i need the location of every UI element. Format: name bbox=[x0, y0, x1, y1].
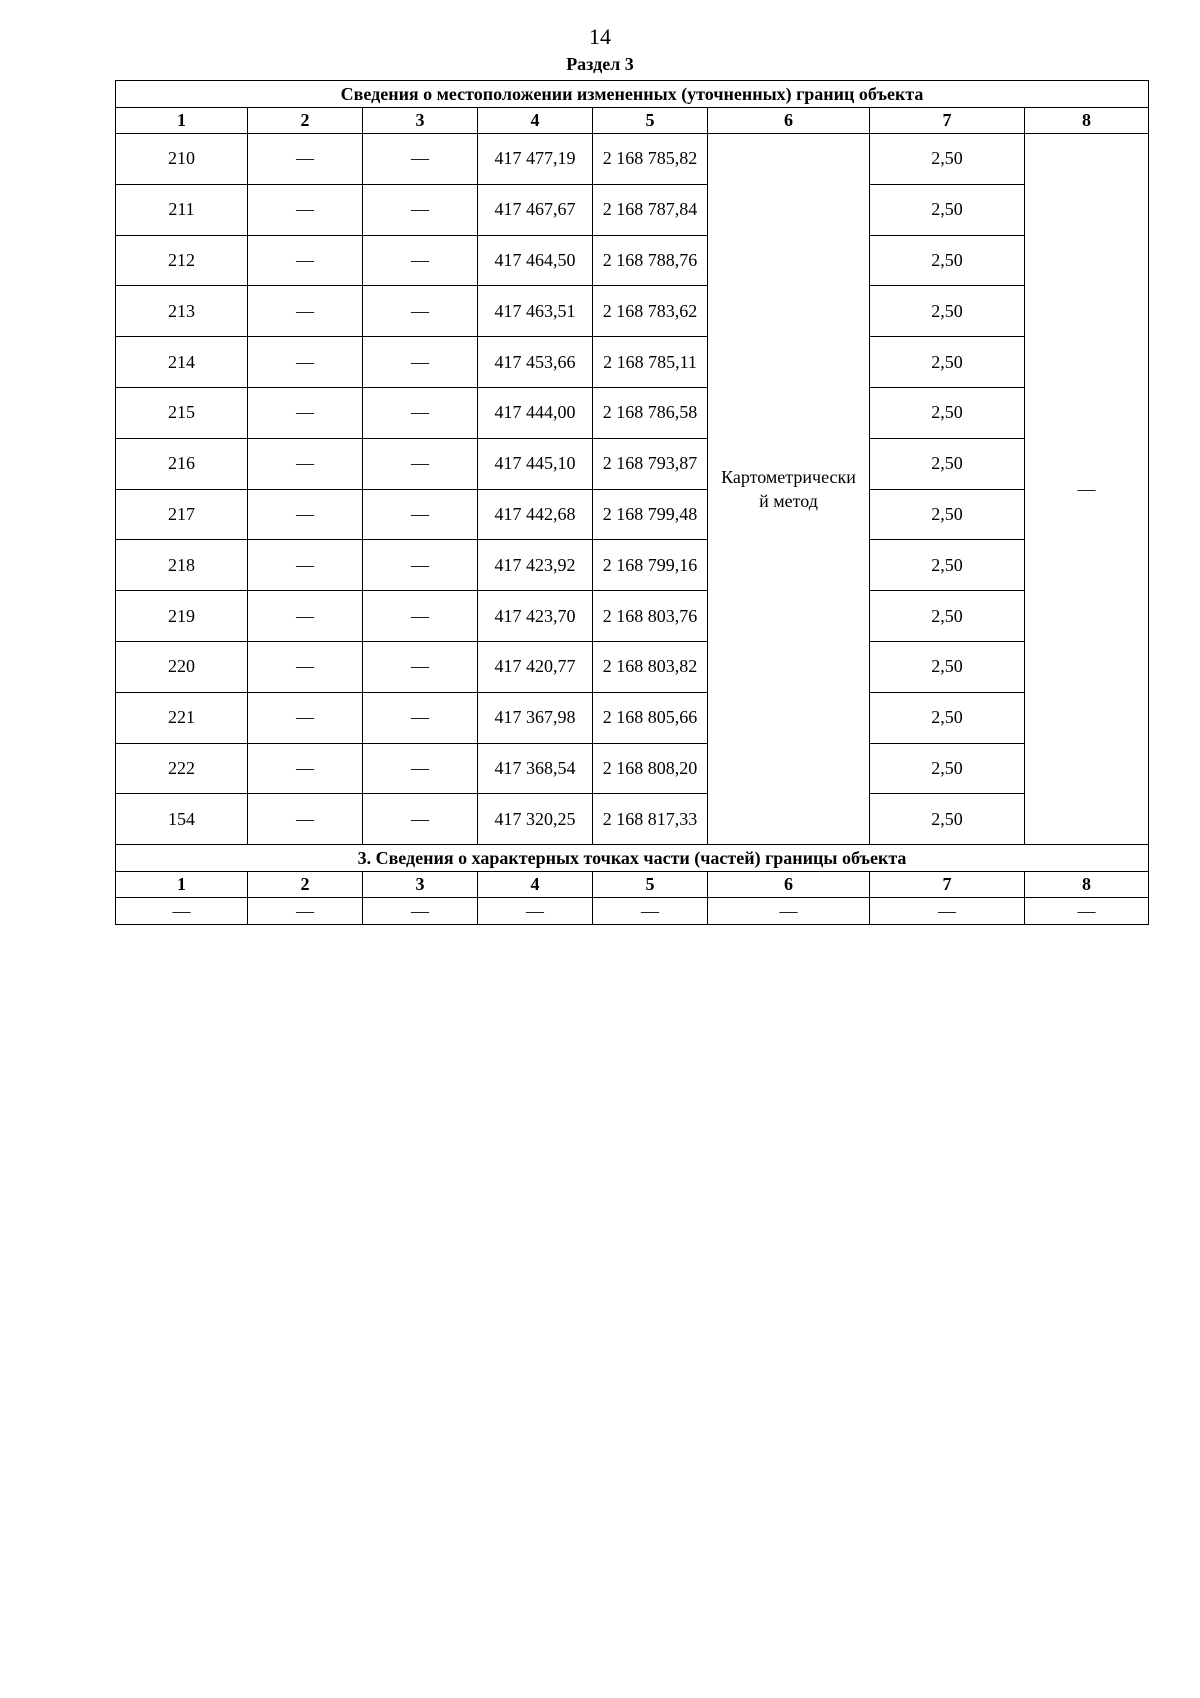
col2-cell: — bbox=[248, 286, 363, 337]
y-coordinate-cell: 2 168 785,11 bbox=[593, 337, 708, 388]
col3-cell: — bbox=[363, 489, 478, 540]
table1-caption: Сведения о местоположении измененных (уточненных) границ объекта bbox=[116, 81, 1149, 108]
col3-cell: — bbox=[363, 184, 478, 235]
column-number: 1 bbox=[116, 108, 248, 134]
table-row bbox=[116, 794, 1149, 845]
table-row bbox=[116, 641, 1149, 692]
table-row bbox=[116, 387, 1149, 438]
col3-cell: — bbox=[363, 286, 478, 337]
y-coordinate-cell: 2 168 803,76 bbox=[593, 591, 708, 642]
col2-cell: — bbox=[248, 743, 363, 794]
point-number-cell: 154 bbox=[116, 794, 248, 845]
table-row bbox=[116, 235, 1149, 286]
col2-cell: — bbox=[248, 235, 363, 286]
precision-cell: 2,50 bbox=[870, 641, 1025, 692]
col3-cell: — bbox=[363, 337, 478, 388]
point-number-cell: 213 bbox=[116, 286, 248, 337]
y-coordinate-cell: 2 168 783,62 bbox=[593, 286, 708, 337]
column-number: 6 bbox=[708, 108, 870, 134]
col2-cell: — bbox=[248, 540, 363, 591]
column-number: 5 bbox=[593, 108, 708, 134]
x-coordinate-cell: 417 368,54 bbox=[478, 743, 593, 794]
precision-cell: 2,50 bbox=[870, 387, 1025, 438]
x-coordinate-cell: 417 420,77 bbox=[478, 641, 593, 692]
point-number-cell: 216 bbox=[116, 438, 248, 489]
precision-cell: 2,50 bbox=[870, 591, 1025, 642]
column-number: 4 bbox=[478, 872, 593, 898]
y-coordinate-cell: 2 168 799,48 bbox=[593, 489, 708, 540]
x-coordinate-cell: 417 445,10 bbox=[478, 438, 593, 489]
col3-cell: — bbox=[363, 591, 478, 642]
table1-caption-row bbox=[116, 81, 1149, 108]
precision-cell: 2,50 bbox=[870, 794, 1025, 845]
y-coordinate-cell: 2 168 786,58 bbox=[593, 387, 708, 438]
y-coordinate-cell: 2 168 793,87 bbox=[593, 438, 708, 489]
table-row bbox=[116, 489, 1149, 540]
col8-cell: — bbox=[1025, 134, 1149, 845]
y-coordinate-cell: 2 168 803,82 bbox=[593, 641, 708, 692]
empty-cell: — bbox=[593, 898, 708, 925]
precision-cell: 2,50 bbox=[870, 692, 1025, 743]
column-number: 3 bbox=[363, 872, 478, 898]
col3-cell: — bbox=[363, 235, 478, 286]
point-number-cell: 214 bbox=[116, 337, 248, 388]
y-coordinate-cell: 2 168 787,84 bbox=[593, 184, 708, 235]
table-row bbox=[116, 134, 1149, 185]
table-row bbox=[116, 286, 1149, 337]
x-coordinate-cell: 417 477,19 bbox=[478, 134, 593, 185]
column-number: 7 bbox=[870, 108, 1025, 134]
col2-cell: — bbox=[248, 794, 363, 845]
empty-cell: — bbox=[116, 898, 248, 925]
col2-cell: — bbox=[248, 184, 363, 235]
empty-cell: — bbox=[248, 898, 363, 925]
column-number: 1 bbox=[116, 872, 248, 898]
y-coordinate-cell: 2 168 808,20 bbox=[593, 743, 708, 794]
col3-cell: — bbox=[363, 692, 478, 743]
table2-caption-row bbox=[116, 845, 1149, 872]
col2-cell: — bbox=[248, 591, 363, 642]
method-cell bbox=[708, 134, 870, 845]
boundary-table bbox=[115, 80, 1149, 925]
column-number: 8 bbox=[1025, 872, 1149, 898]
table1-column-numbers bbox=[116, 108, 1149, 134]
page-number: 14 bbox=[589, 24, 611, 49]
col3-cell: — bbox=[363, 540, 478, 591]
empty-cell: — bbox=[363, 898, 478, 925]
point-number-cell: 212 bbox=[116, 235, 248, 286]
precision-cell: 2,50 bbox=[870, 235, 1025, 286]
col3-cell: — bbox=[363, 438, 478, 489]
y-coordinate-cell: 2 168 805,66 bbox=[593, 692, 708, 743]
table2-caption: 3. Сведения о характерных точках части (частей) границы объекта bbox=[116, 845, 1149, 872]
y-coordinate-cell: 2 168 817,33 bbox=[593, 794, 708, 845]
y-coordinate-cell: 2 168 788,76 bbox=[593, 235, 708, 286]
table-row bbox=[116, 743, 1149, 794]
y-coordinate-cell: 2 168 785,82 bbox=[593, 134, 708, 185]
x-coordinate-cell: 417 453,66 bbox=[478, 337, 593, 388]
x-coordinate-cell: 417 367,98 bbox=[478, 692, 593, 743]
table2-column-numbers bbox=[116, 872, 1149, 898]
col2-cell: — bbox=[248, 337, 363, 388]
x-coordinate-cell: 417 423,70 bbox=[478, 591, 593, 642]
x-coordinate-cell: 417 467,67 bbox=[478, 184, 593, 235]
table-row bbox=[116, 337, 1149, 388]
column-number: 4 bbox=[478, 108, 593, 134]
col3-cell: — bbox=[363, 134, 478, 185]
col3-cell: — bbox=[363, 794, 478, 845]
precision-cell: 2,50 bbox=[870, 438, 1025, 489]
point-number-cell: 218 bbox=[116, 540, 248, 591]
col3-cell: — bbox=[363, 641, 478, 692]
col2-cell: — bbox=[248, 489, 363, 540]
table-row bbox=[116, 438, 1149, 489]
empty-cell: — bbox=[478, 898, 593, 925]
col3-cell: — bbox=[363, 387, 478, 438]
column-number: 2 bbox=[248, 872, 363, 898]
precision-cell: 2,50 bbox=[870, 337, 1025, 388]
precision-cell: 2,50 bbox=[870, 540, 1025, 591]
table-row bbox=[116, 184, 1149, 235]
x-coordinate-cell: 417 464,50 bbox=[478, 235, 593, 286]
column-number: 5 bbox=[593, 872, 708, 898]
column-number: 7 bbox=[870, 872, 1025, 898]
table2-empty-row bbox=[116, 898, 1149, 925]
col2-cell: — bbox=[248, 387, 363, 438]
point-number-cell: 222 bbox=[116, 743, 248, 794]
point-number-cell: 215 bbox=[116, 387, 248, 438]
empty-cell: — bbox=[708, 898, 870, 925]
empty-cell: — bbox=[870, 898, 1025, 925]
precision-cell: 2,50 bbox=[870, 134, 1025, 185]
x-coordinate-cell: 417 442,68 bbox=[478, 489, 593, 540]
x-coordinate-cell: 417 423,92 bbox=[478, 540, 593, 591]
point-number-cell: 220 bbox=[116, 641, 248, 692]
column-number: 6 bbox=[708, 872, 870, 898]
column-number: 8 bbox=[1025, 108, 1149, 134]
column-number: 3 bbox=[363, 108, 478, 134]
point-number-cell: 217 bbox=[116, 489, 248, 540]
point-number-cell: 210 bbox=[116, 134, 248, 185]
x-coordinate-cell: 417 320,25 bbox=[478, 794, 593, 845]
col3-cell: — bbox=[363, 743, 478, 794]
point-number-cell: 219 bbox=[116, 591, 248, 642]
x-coordinate-cell: 417 444,00 bbox=[478, 387, 593, 438]
col2-cell: — bbox=[248, 692, 363, 743]
precision-cell: 2,50 bbox=[870, 743, 1025, 794]
precision-cell: 2,50 bbox=[870, 184, 1025, 235]
x-coordinate-cell: 417 463,51 bbox=[478, 286, 593, 337]
empty-cell: — bbox=[1025, 898, 1149, 925]
col2-cell: — bbox=[248, 438, 363, 489]
col2-cell: — bbox=[248, 134, 363, 185]
point-number-cell: 211 bbox=[116, 184, 248, 235]
method-text-line1: Картометрически bbox=[721, 467, 856, 488]
column-number: 2 bbox=[248, 108, 363, 134]
table-row bbox=[116, 692, 1149, 743]
table-row bbox=[116, 591, 1149, 642]
section-title: Раздел 3 bbox=[566, 54, 634, 74]
point-number-cell: 221 bbox=[116, 692, 248, 743]
method-text-line2: й метод bbox=[759, 491, 818, 512]
precision-cell: 2,50 bbox=[870, 286, 1025, 337]
table-row bbox=[116, 540, 1149, 591]
y-coordinate-cell: 2 168 799,16 bbox=[593, 540, 708, 591]
col2-cell: — bbox=[248, 641, 363, 692]
precision-cell: 2,50 bbox=[870, 489, 1025, 540]
